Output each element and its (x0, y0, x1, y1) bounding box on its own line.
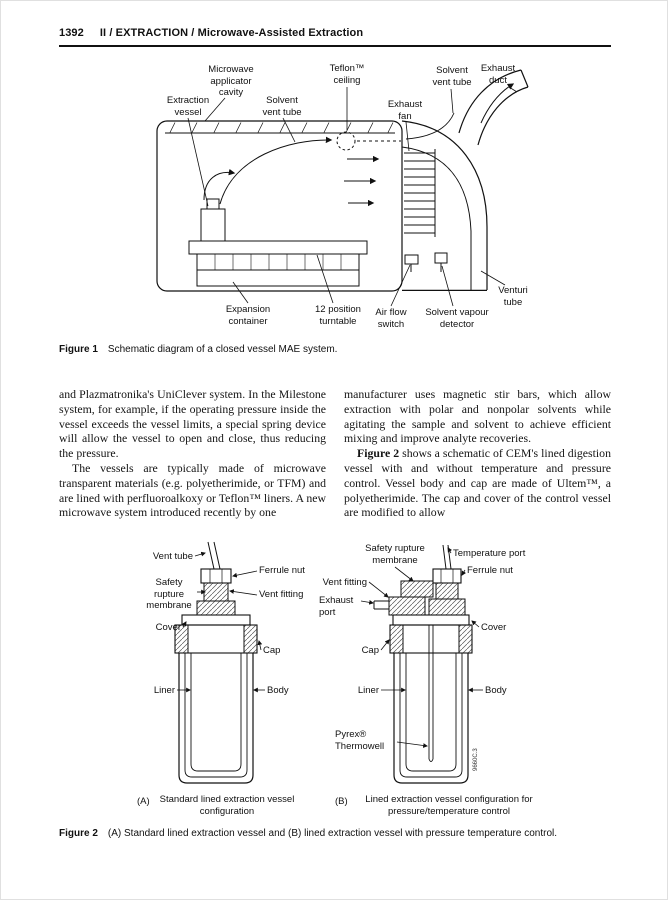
exhaust-fan-louvers (404, 149, 435, 237)
fig1-label-solvent-vapour-detector: Solvent vapour detector (425, 307, 489, 330)
running-head (59, 27, 611, 39)
fig2a-label-ferrule-nut: Ferrule nut (259, 565, 305, 576)
liner-b-shape (406, 653, 456, 771)
duct-flow-arrow (481, 84, 513, 123)
fig2b-label-temperature-port: Temperature port (453, 548, 526, 559)
fig2a-label-liner: Liner (153, 685, 175, 696)
dome-inner-wall (402, 147, 471, 290)
temperature-port-tube-shape (443, 545, 451, 569)
figure1-caption-text: Schematic diagram of a closed vessel MAE system. (107, 344, 338, 355)
fig2a-label-body: Body (267, 685, 289, 696)
figure2-reference: Figure 2 (357, 446, 400, 461)
figure2-caption-text: (A) Standard lined extraction vessel and (B) lined extraction vessel with pressure temperature control. (107, 828, 558, 839)
fig2b-label-cap: Cap (361, 645, 379, 656)
fig1-label-venturi-tube: Venturi tube (498, 285, 528, 308)
fig2b-label-safety-rupture-membrane: Safety rupture membrane (365, 543, 425, 566)
page-number: 1392 (59, 27, 84, 39)
fig2-vessel-b-tag: (B) (335, 796, 348, 807)
body-text-columns (59, 387, 611, 520)
paragraph (344, 446, 611, 520)
figure1 (57, 59, 613, 337)
vapour-swirl-arrow (204, 172, 234, 200)
header-rule (59, 45, 611, 47)
fig1-label-turntable: 12 position turntable (315, 304, 361, 327)
fig2b-label-liner: Liner (357, 685, 379, 696)
exhaust-duct-inner (478, 87, 528, 145)
fig1-label-solvent-vent-tube-right: Solvent vent tube (432, 65, 472, 88)
ceiling-hatch (170, 123, 393, 133)
fig2-vessel-a-title: Standard lined extraction vessel configuration (159, 794, 295, 817)
figure2-caption-label: Figure 2 (59, 828, 98, 839)
fig2a-label-vent-fitting: Vent fitting (259, 589, 304, 600)
fig2b-label-body: Body (485, 685, 507, 696)
figure-id-code: 9660C.3 (473, 748, 479, 771)
figure2-caption (59, 828, 611, 839)
body-b-shape (394, 653, 468, 783)
fig2-vessel-a-tag: (A) (137, 796, 150, 807)
fig2a-label-cap: Cap (263, 645, 281, 656)
fig2-vessel-b-title: Lined extraction vessel configuration for pressure/temperature control (365, 794, 533, 817)
right-column (344, 387, 611, 520)
ferrule-nut-a-shape (201, 569, 231, 583)
fig1-label-teflon-ceiling: Teflon™ ceiling (329, 63, 365, 86)
fig2b-label-vent-fitting: Vent fitting (322, 577, 367, 588)
paragraph: manufacturer uses magnetic stir bars, which allow extraction with polar and nonpolar solvents while agitating the sample and solvent to achieve efficient mixing and improve analyte recoveries. (344, 387, 611, 446)
thermowell-shape (429, 625, 433, 762)
fig1-leader-lines (188, 87, 517, 306)
header-title: II / EXTRACTION / Microwave-Assisted Extraction (99, 27, 364, 39)
paragraph: The vessels are typically made of microwave transparent materials (e.g. polyetherimide, or TFM) and are lined with perfluoroalkoxy or Teflon™ liners. A new microwave system introduced recently by one (59, 460, 326, 520)
rupture-membrane-b-shape (401, 581, 433, 597)
exhaust-port-shape (374, 601, 389, 609)
extraction-vessel-shape (201, 199, 225, 241)
air-flow-switch-shape (405, 255, 418, 272)
cover-a-shape (182, 615, 250, 625)
fig1-label-expansion-container: Expansion container (225, 304, 271, 327)
fig1-label-extraction-vessel: Extraction vessel (166, 95, 210, 118)
vent-fitting-b-shape (389, 597, 425, 615)
figure2 (57, 539, 613, 821)
figure1-caption-label: Figure 1 (59, 344, 98, 355)
microwave-chamber (157, 121, 402, 291)
fig2a-label-cover: Cover (155, 622, 181, 633)
left-column (59, 387, 326, 520)
vent-port-circle (337, 132, 355, 150)
solvent-vent-tube-arc (220, 140, 331, 204)
liner-a-shape (191, 653, 241, 771)
fig2a-label-safety-rupture-membrane: Safety rupture membrane (146, 577, 192, 611)
fig2b-label-ferrule-nut: Ferrule nut (467, 565, 513, 576)
air-flow-arrows (344, 159, 378, 203)
turntable-shape (189, 241, 367, 286)
paragraph-text: shows a schematic of CEM's lined digestion vessel with and without temperature and pressure control. Vessel body and cap are made of Ultem™, a polyetherimide. The cap and cover of the control vessel are modified to allow (344, 446, 611, 520)
cover-b-shape (393, 615, 469, 625)
dome-outer-wall (402, 121, 487, 290)
fig1-label-exhaust-fan: Exhaust fan (387, 99, 423, 122)
paragraph: and Plazmatronika's UniClever system. In the Milestone system, for example, if the operating pressure inside the vessel exceeds the vessel limits, a special spring device will allow the vessel to open and close, thus reducing the pressure. (59, 387, 326, 461)
fig2b-label-cover: Cover (481, 622, 507, 633)
vent-tube-shape (208, 542, 220, 569)
figure1-caption (59, 344, 611, 355)
fig2b-label-exhaust-port: Exhaust port (319, 595, 354, 618)
vent-fitting-a-shape (204, 583, 228, 601)
fig1-label-microwave-applicator-cavity: Microwave applicator cavity (208, 64, 254, 98)
fig2b-label-pyrex-thermowell: Pyrex® Thermowell (335, 729, 385, 752)
ferrule-nut-b-shape (433, 569, 461, 583)
fig1-label-solvent-vent-tube-left: Solvent vent tube (262, 95, 302, 118)
fig2a-label-vent-tube: Vent tube (152, 551, 193, 562)
fig1-label-exhaust-duct: Exhaust duct (480, 63, 516, 86)
fig1-label-air-flow-switch: Air flow switch (375, 307, 407, 330)
body-a-shape (179, 653, 253, 783)
solvent-vapour-detector-shape (435, 253, 447, 272)
